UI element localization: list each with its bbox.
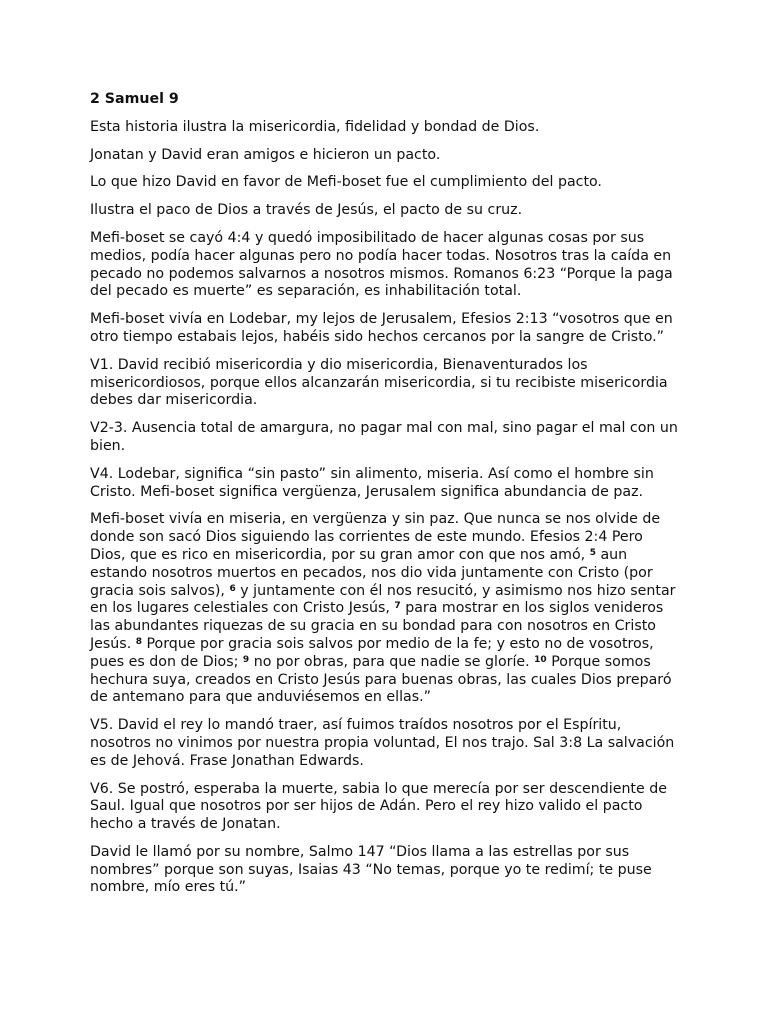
paragraph-text: Mefi-boset vivía en miseria, en vergüenza y sin paz. Que nunca se nos olvide de donde son sacó Dios siguiendo las corrientes de este mundo. Efesios 2:4 Pero Dios, que es rico en misericordia, por su gran amor con que nos amó, [90,511,661,563]
document-body [90,119,680,897]
paragraph [90,174,680,192]
verse-number: 9 [242,654,250,665]
paragraph [90,202,680,220]
paragraph [90,511,680,707]
paragraph-text: Porque somos hechura suya, creados en Cristo Jesús para buenas obras, las cuales Dios preparó de antemano para que anduviésemos en ellas.” [90,653,672,706]
paragraph [90,717,680,770]
paragraph [90,781,680,834]
paragraph-text: V2-3. Ausencia total de amargura, no pagar mal con mal, sino pagar el mal con un bien. [90,420,678,454]
paragraph-text: V1. David recibió misericordia y dio misericordia, Bienaventurados los misericordiosos, porque ellos alcanzarán misericordia, si tu recibiste misericordia debes dar misericordia. [90,356,668,409]
paragraph-text: y juntamente con él nos resucitó, y asimismo nos hizo sentar en los lugares celestiales con Cristo Jesús, [90,582,676,617]
paragraph [90,844,680,897]
paragraph [90,311,680,347]
verse-number: 6 [229,583,236,594]
document-title: 2 Samuel 9 [90,91,179,107]
verse-number: 5 [589,547,596,558]
document-page [90,91,680,907]
paragraph-text: Lo que hizo David en favor de Mefi-boset fue el cumplimiento del pacto. [90,174,602,191]
paragraph-text: V4. Lodebar, significa “sin pasto” sin alimento, miseria. Así como el hombre sin Cristo. Mefi-boset significa vergüenza, Jerusalem significa abundancia de paz. [90,465,654,500]
paragraph-text: V6. Se postró, esperaba la muerte, sabia lo que merecía por ser descendiente de Saul. Igual que nosotros por ser hijos de Adán. Pero el rey hizo valido el pacto hecho a través de Jonatan. [90,780,667,833]
paragraph [90,420,680,456]
paragraph [90,119,680,137]
paragraph-text: Ilustra el paco de Dios a través de Jesús, el pacto de su cruz. [90,202,523,219]
paragraph-text: Porque por gracia sois salvos por medio de la fe; y esto no de vosotros, pues es don de Dios; [90,635,654,670]
verse-number: 10 [534,654,547,665]
paragraph-text: no por obras, para que nadie se gloríe. [249,653,535,670]
paragraph [90,230,680,301]
paragraph [90,147,680,165]
paragraph-text: Esta historia ilustra la misericordia, fidelidad y bondad de Dios. [90,118,540,135]
paragraph-text: Jonatan y David eran amigos e hicieron un pacto. [90,146,441,163]
paragraph-text: David le llamó por su nombre, Salmo 147 “Dios llama a las estrellas por sus nombres” porque son suyas, Isaias 43 “No temas, porque yo te redimí; te puse nombre, mío eres tú.” [90,843,652,896]
paragraph-text: para mostrar en los siglos venideros las abundantes riquezas de su gracia en su bondad para con nosotros en Cristo Jesús. [90,600,664,652]
paragraph [90,357,680,410]
paragraph-text: aun estando nosotros muertos en pecados, nos dio vida juntamente con Cristo (por gracia sois salvos), [90,546,653,599]
paragraph [90,466,680,502]
verse-number: 7 [394,601,401,612]
paragraph-text: Mefi-boset se cayó 4:4 y quedó imposibilitado de hacer algunas cosas por sus medios, podía hacer algunas pero no podía hacer todas. Nosotros tras la caída en pecado no podemos salvarnos a nosotros mismos. Romanos 6:23 “Porque la paga del pecado es muerte” es separación, es inhabilitación total. [90,229,673,300]
paragraph-text: Mefi-boset vivía en Lodebar, my lejos de Jerusalem, Efesios 2:13 “vosotros que en otro tiempo estabais lejos, habéis sido hechos cercanos por la sangre de Cristo.” [90,311,673,345]
verse-number: 8 [135,636,142,647]
paragraph-text: V5. David el rey lo mandó traer, así fuimos traídos nosotros por el Espíritu, nosotros no vinimos por nuestra propia voluntad, El nos trajo. Sal 3:8 La salvación es de Jehová. Frase Jonathan Edwards. [90,717,675,769]
